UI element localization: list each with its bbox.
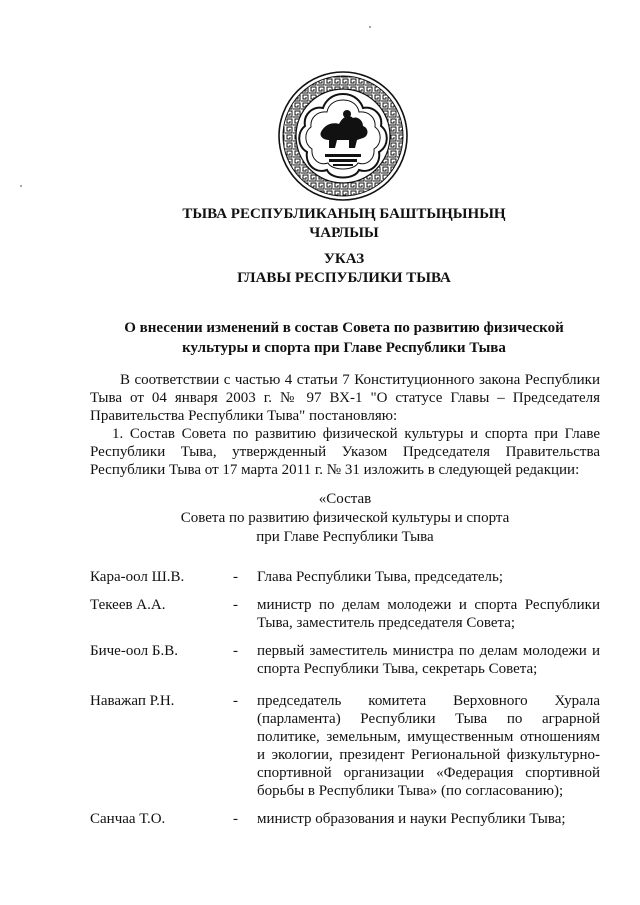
member-row	[90, 642, 600, 678]
header-ukaz	[90, 250, 598, 288]
member-dash: -	[233, 597, 238, 613]
member-dash: -	[233, 643, 238, 659]
member-role: министр по делам молодежи и спорта Республики Тыва, заместитель председателя Совета;	[257, 597, 600, 631]
body-paragraph-1: В соответствии с частью 4 статьи 7 Конституционного закона Республики Тыва от 04 января 2003 г. № 97 ВХ-1 "О статусе Главы – Председателя Правительства Республики Тыва" постановляю:	[90, 372, 600, 424]
header-ukaz-line1: УКАЗ	[323, 251, 365, 267]
member-role: председатель комитета Верховного Хурала (парламента) Республики Тыва по аграрной политике, земельным, имущественным отношениям и экологии, президент Региональной физкультурно-спортивной организации «Федерация спортивной борьбы в Республики Тыва» (по согласованию);	[257, 693, 600, 799]
member-name: Наважап Р.Н.	[90, 693, 175, 709]
header-tyva-line1: ТЫВА РЕСПУБЛИКАНЫҢ БАШТЫҢЫНЫҢ	[182, 206, 506, 222]
members-list	[90, 568, 600, 828]
member-role: Глава Республики Тыва, председатель;	[257, 569, 504, 585]
composition-heading	[90, 490, 600, 547]
member-row	[90, 692, 600, 800]
header-tyva	[90, 205, 598, 243]
decree-subject	[90, 318, 598, 358]
member-role: министр образования и науки Республики Тыва;	[257, 811, 566, 827]
member-row	[90, 810, 600, 828]
header-ukaz-line2: ГЛАВЫ РЕСПУБЛИКИ ТЫВА	[237, 270, 451, 286]
composition-line1: «Состав	[318, 491, 372, 507]
header-tyva-line2: ЧАРЛЫЫ	[309, 225, 379, 241]
member-name: Текеев А.А.	[90, 597, 166, 613]
member-name: Санчаа Т.О.	[90, 811, 166, 827]
member-name: Кара-оол Ш.В.	[90, 569, 185, 585]
member-dash: -	[233, 569, 238, 585]
scan-speck	[369, 26, 371, 28]
scan-speck	[20, 185, 22, 187]
body-paragraph-2: 1. Состав Совета по развитию физической культуры и спорта при Главе Республики Тыва, утвержденный Указом Председателя Правительства Республики Тыва от 17 марта 2011 г. № 31 изложить в следующей редакции:	[90, 426, 600, 478]
member-dash: -	[233, 811, 238, 827]
subject-line2: культуры и спорта при Главе Республики Тыва	[182, 340, 506, 356]
member-dash: -	[233, 693, 238, 709]
composition-line2: Совета по развитию физической культуры и спорта	[180, 510, 510, 526]
member-row	[90, 568, 600, 586]
composition-line3: при Главе Республики Тыва	[256, 529, 434, 545]
member-row	[90, 596, 600, 632]
member-name: Биче-оол Б.В.	[90, 643, 178, 659]
subject-line1: О внесении изменений в состав Совета по развитию физической	[124, 320, 564, 336]
member-role: первый заместитель министра по делам молодежи и спорта Республики Тыва, секретарь Совета;	[257, 643, 600, 677]
tuva-emblem-icon	[277, 70, 409, 202]
